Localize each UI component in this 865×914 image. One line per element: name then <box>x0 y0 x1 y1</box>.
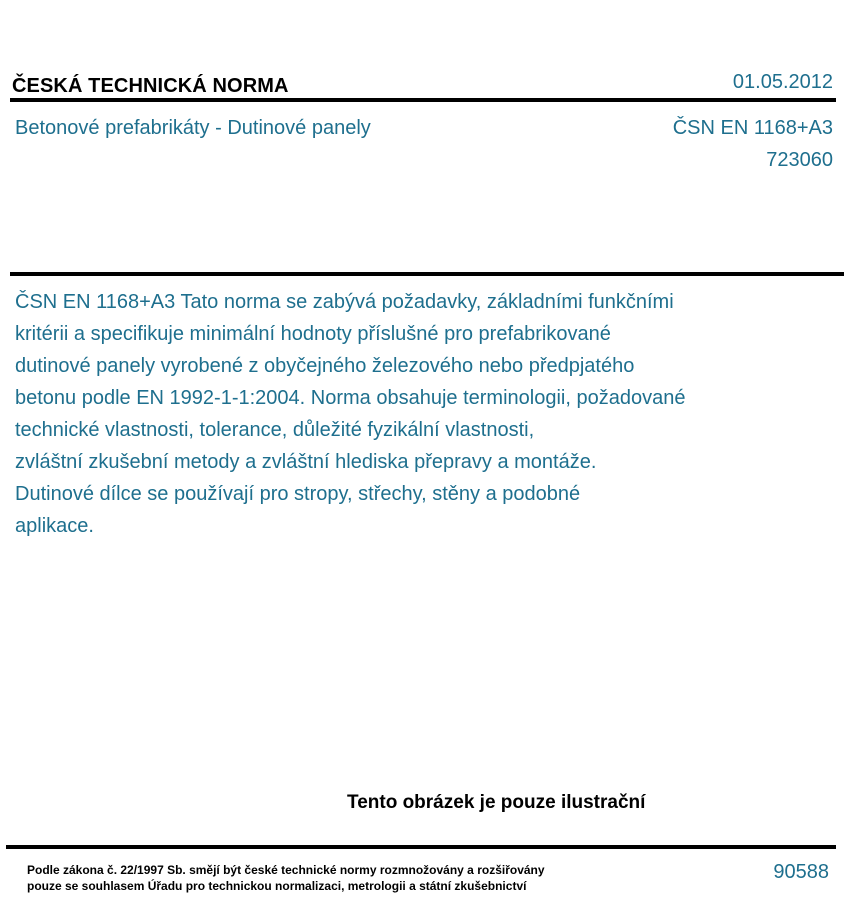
footer-divider <box>6 845 836 849</box>
abstract-line: Dutinové dílce se používají pro stropy, střechy, stěny a podobné <box>15 483 581 505</box>
abstract-line: zvláštní zkušební metody a zvláštní hlediska přepravy a montáže. <box>15 451 597 473</box>
abstract-line: dutinové panely vyrobené z obyčejného železového nebo předpjatého <box>15 355 635 377</box>
section-divider <box>10 272 844 276</box>
standard-class-number: 723060 <box>766 149 833 171</box>
illustration-disclaimer: Tento obrázek je pouze ilustrační <box>347 792 646 813</box>
abstract-line: kritérii a specifikuje minimální hodnoty příslušné pro prefabrikované <box>15 323 611 345</box>
document-number: 90588 <box>773 861 829 883</box>
document-type-title: ČESKÁ TECHNICKÁ NORMA <box>12 75 289 97</box>
abstract-text <box>15 286 755 542</box>
header-divider <box>10 98 836 102</box>
legal-notice <box>27 862 545 894</box>
standard-subject: Betonové prefabrikáty - Dutinové panely <box>15 117 371 139</box>
legal-notice-line: pouze se souhlasem Úřadu pro technickou normalizaci, metrologii a státní zkušebnictví <box>27 879 527 893</box>
abstract-line: ČSN EN 1168+A3 Tato norma se zabývá požadavky, základními funkčními <box>15 291 674 313</box>
abstract-line: technické vlastnosti, tolerance, důležité fyzikální vlastnosti, <box>15 419 535 441</box>
legal-notice-line: Podle zákona č. 22/1997 Sb. smějí být české technické normy rozmnožovány a rozšiřovány <box>27 863 545 877</box>
publication-date: 01.05.2012 <box>732 71 833 93</box>
abstract-line: betonu podle EN 1992-1-1:2004. Norma obsahuje terminologii, požadované <box>15 387 686 409</box>
abstract-line: aplikace. <box>15 515 94 537</box>
standard-code: ČSN EN 1168+A3 <box>672 117 833 139</box>
